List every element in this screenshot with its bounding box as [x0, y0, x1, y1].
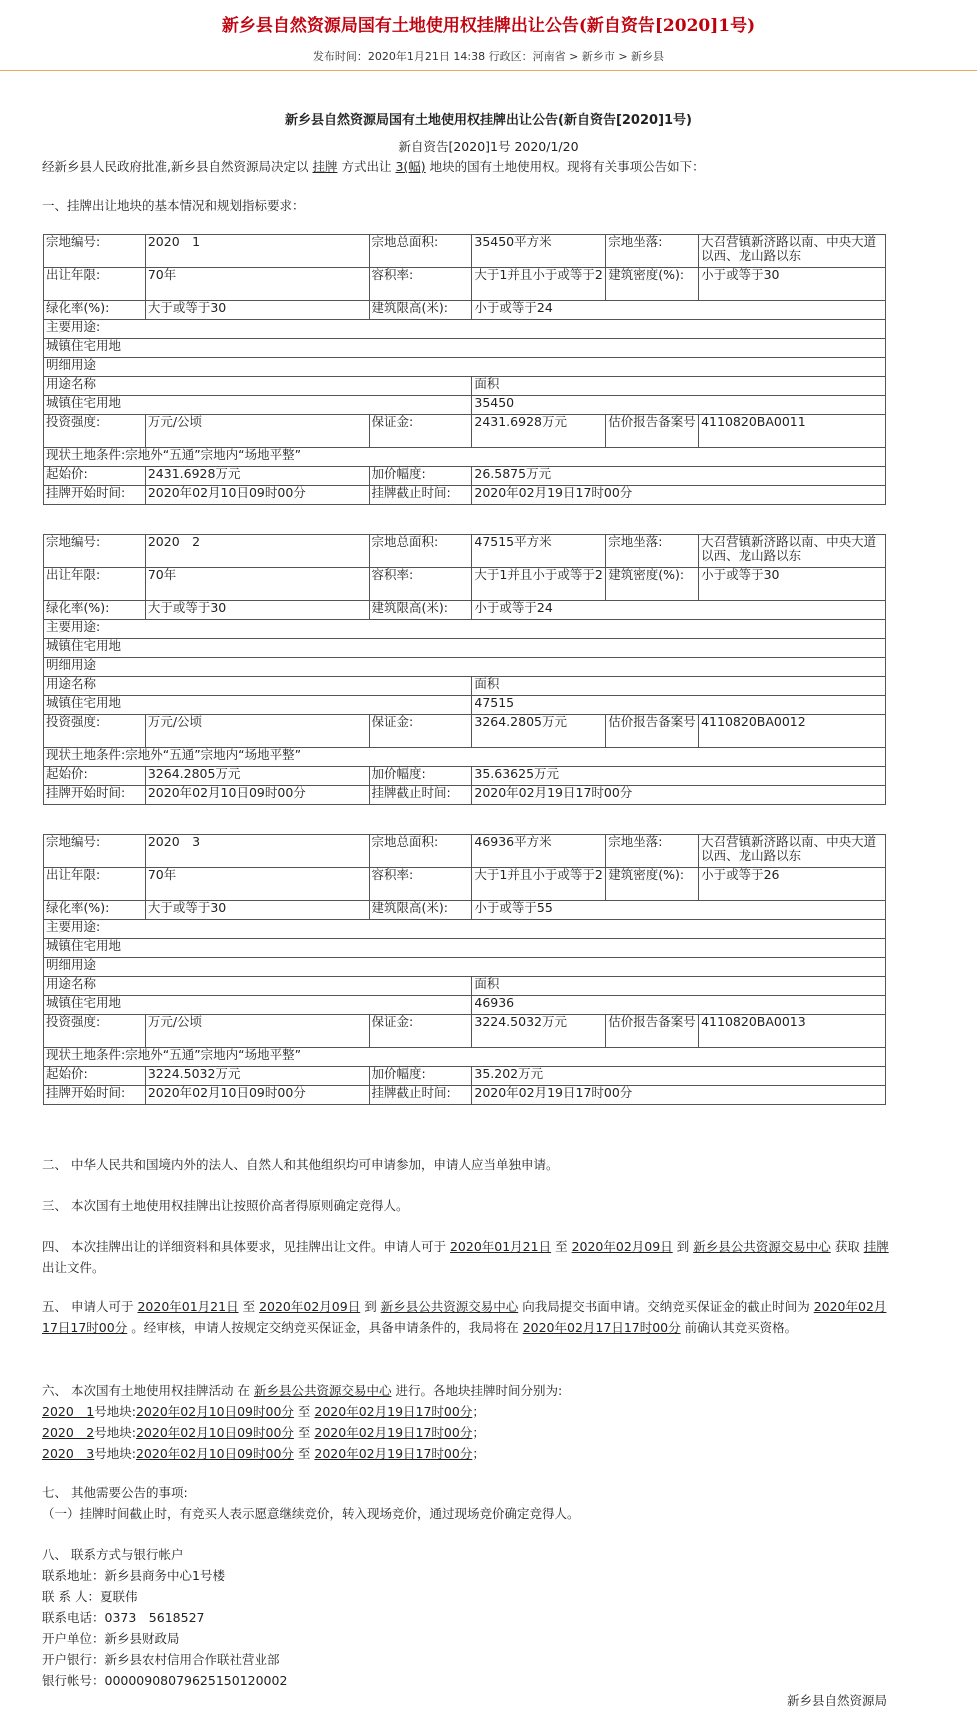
label-deposit: 保证金:	[369, 1015, 472, 1048]
label-increment: 加价幅度:	[369, 1067, 472, 1086]
parcel-report: 4110820BA0013	[699, 1015, 886, 1048]
label-area: 宗地总面积:	[369, 535, 472, 568]
label-deposit: 保证金:	[369, 715, 472, 748]
invest-unit: 万元/公顷	[145, 715, 369, 748]
label-id: 宗地编号:	[44, 535, 146, 568]
label-start-time: 挂牌开始时间:	[44, 786, 146, 805]
parcel-id: 2020 3	[145, 835, 369, 868]
label-area: 宗地总面积:	[369, 835, 472, 868]
label-end-time: 挂牌截止时间:	[369, 786, 472, 805]
parcel-green: 大于或等于30	[145, 601, 369, 620]
invest-unit: 万元/公顷	[145, 415, 369, 448]
parcel-height: 小于或等于24	[472, 601, 886, 620]
parcel-table	[43, 234, 886, 505]
parcel-years: 70年	[145, 568, 369, 601]
parcel-end-time: 2020年02月19日17时00分	[472, 786, 886, 805]
intro-text: 经新乡县人民政府批准,新乡县自然资源局决定以	[42, 159, 309, 174]
intro-text: 地块的国有土地使用权。现将有关事项公告如下：	[429, 159, 705, 174]
parcel-years: 70年	[145, 268, 369, 301]
section-5: 五、 申请人可于 2020年01月21日 至 2020年02月09日 到 新乡县公共资源交易中心 向我局提交书面申请。交纳竞买保证金的截止时间为 2020年02月17日17时00分 。经审核，申请人按规定交纳竞买保证金，具备申请条件的，我局将在 2020年02月17日17时00分 前确认其竞买资格。	[42, 1299, 887, 1335]
label-detail-use: 明细用途	[44, 358, 886, 377]
section-7-item: （一）挂牌时间截止时，有竞买人表示愿意继续竞价，转入现场竞价，通过现场竞价确定竞得人。	[42, 1506, 580, 1521]
label-green: 绿化率(%):	[44, 601, 146, 620]
use-area: 47515	[472, 696, 886, 715]
parcel-condition: 现状土地条件:宗地外“五通”宗地内“场地平整”	[44, 448, 886, 467]
parcel-deposit: 3264.2805万元	[472, 715, 606, 748]
parcel-start-price: 2431.6928万元	[145, 467, 369, 486]
use-type: 城镇住宅用地	[44, 939, 886, 958]
parcel-start-price: 3224.5032万元	[145, 1067, 369, 1086]
label-height: 建筑限高(米):	[369, 901, 472, 920]
label-years: 出让年限:	[44, 268, 146, 301]
bank-account: 银行帐号：00000908079625150120002	[42, 1673, 288, 1688]
parcel-end-time: 2020年02月19日17时00分	[472, 1086, 886, 1105]
doc-number: 新自资告[2020]1号 2020/1/20	[398, 139, 579, 154]
page-header	[0, 0, 977, 71]
schedule-item: 2020 2号地块:2020年02月10日09时00分 至 2020年02月19日17时00分；	[42, 1425, 485, 1440]
center-link[interactable]: 新乡县公共资源交易中心	[380, 1299, 519, 1314]
parcel-id: 2020 2	[145, 535, 369, 568]
use-name: 城镇住宅用地	[44, 996, 472, 1015]
label-end-time: 挂牌截止时间:	[369, 486, 472, 505]
label-report: 估价报告备案号	[606, 1015, 699, 1048]
parcel-deposit: 3224.5032万元	[472, 1015, 606, 1048]
label-far: 容积率:	[369, 268, 472, 301]
section-6: 六、 本次国有土地使用权挂牌活动 在 新乡县公共资源交易中心 进行。各地块挂牌时间分别为:	[42, 1383, 563, 1398]
label-main-use: 主要用途:	[44, 620, 886, 639]
schedule-list	[42, 1401, 892, 1464]
parcel-increment: 26.5875万元	[472, 467, 886, 486]
label-density: 建筑密度(%):	[606, 868, 699, 901]
section-1-heading: 一、挂牌出让地块的基本情况和规划指标要求：	[42, 198, 305, 213]
bank-name: 开户银行：新乡县农村信用合作联社营业部	[42, 1652, 280, 1667]
label-main-use: 主要用途:	[44, 320, 886, 339]
label-id: 宗地编号:	[44, 835, 146, 868]
section-4: 四、 本次挂牌出让的详细资料和具体要求，见挂牌出让文件。申请人可于 2020年01月21日 至 2020年02月09日 到 新乡县公共资源交易中心 获取 挂牌 出让文件。	[42, 1239, 889, 1275]
label-location: 宗地坐落:	[606, 535, 699, 568]
intro-method: 挂牌	[312, 159, 338, 174]
section-2: 二、 中华人民共和国境内外的法人、自然人和其他组织均可申请参加，申请人应当单独申请。	[42, 1157, 559, 1172]
parcel-far: 大于1并且小于或等于2	[472, 568, 606, 601]
parcel-density: 小于或等于30	[699, 268, 886, 301]
label-far: 容积率:	[369, 568, 472, 601]
parcel-years: 70年	[145, 868, 369, 901]
label-start-price: 起始价:	[44, 767, 146, 786]
section-3: 三、 本次国有土地使用权挂牌出让按照价高者得原则确定竞得人。	[42, 1198, 409, 1213]
label-invest: 投资强度:	[44, 415, 146, 448]
label-density: 建筑密度(%):	[606, 568, 699, 601]
label-start-price: 起始价:	[44, 1067, 146, 1086]
parcel-start-time: 2020年02月10日09时00分	[145, 486, 369, 505]
label-years: 出让年限:	[44, 568, 146, 601]
parcel-height: 小于或等于24	[472, 301, 886, 320]
parcel-increment: 35.202万元	[472, 1067, 886, 1086]
use-area: 46936	[472, 996, 886, 1015]
label-deposit: 保证金:	[369, 415, 472, 448]
parcel-green: 大于或等于30	[145, 901, 369, 920]
label-area: 宗地总面积:	[369, 235, 472, 268]
label-report: 估价报告备案号	[606, 415, 699, 448]
label-report: 估价报告备案号	[606, 715, 699, 748]
label-start-time: 挂牌开始时间:	[44, 1086, 146, 1105]
label-far: 容积率:	[369, 868, 472, 901]
parcel-start-price: 3264.2805万元	[145, 767, 369, 786]
label-detail-use: 明细用途	[44, 658, 886, 677]
parcel-area: 35450平方米	[472, 235, 606, 268]
label-area-col: 面积	[472, 677, 886, 696]
use-type: 城镇住宅用地	[44, 339, 886, 358]
use-type: 城镇住宅用地	[44, 639, 886, 658]
label-height: 建筑限高(米):	[369, 301, 472, 320]
use-name: 城镇住宅用地	[44, 396, 472, 415]
label-increment: 加价幅度:	[369, 767, 472, 786]
contact-person: 联 系 人：夏联伟	[42, 1589, 138, 1604]
parcel-location: 大召营镇新济路以南、中央大道以西、龙山路以东	[699, 835, 886, 868]
publish-meta: 发布时间：2020年1月21日 14:38 行政区：河南省 > 新乡市 > 新乡县	[312, 50, 665, 63]
page-title: 新乡县自然资源局国有土地使用权挂牌出让公告(新自资告[2020]1号)	[221, 16, 756, 36]
invest-unit: 万元/公顷	[145, 1015, 369, 1048]
label-use-name: 用途名称	[44, 677, 472, 696]
parcel-condition: 现状土地条件:宗地外“五通”宗地内“场地平整”	[44, 748, 886, 767]
label-invest: 投资强度:	[44, 1015, 146, 1048]
parcel-density: 小于或等于26	[699, 868, 886, 901]
parcel-deposit: 2431.6928万元	[472, 415, 606, 448]
label-green: 绿化率(%):	[44, 301, 146, 320]
bank-unit: 开户单位：新乡县财政局	[42, 1631, 180, 1646]
label-use-name: 用途名称	[44, 377, 472, 396]
parcel-height: 小于或等于55	[472, 901, 886, 920]
label-density: 建筑密度(%):	[606, 268, 699, 301]
parcel-area: 46936平方米	[472, 835, 606, 868]
label-id: 宗地编号:	[44, 235, 146, 268]
parcel-increment: 35.63625万元	[472, 767, 886, 786]
label-area-col: 面积	[472, 377, 886, 396]
label-end-time: 挂牌截止时间:	[369, 1086, 472, 1105]
label-main-use: 主要用途:	[44, 920, 886, 939]
parcel-table	[43, 534, 886, 805]
parcel-green: 大于或等于30	[145, 301, 369, 320]
intro-text: 方式出让	[341, 159, 392, 174]
parcel-report: 4110820BA0012	[699, 715, 886, 748]
center-link[interactable]: 新乡县公共资源交易中心	[693, 1239, 831, 1254]
signature: 新乡县自然资源局	[786, 1693, 887, 1708]
section-8: 八、 联系方式与银行帐户	[42, 1547, 184, 1562]
label-green: 绿化率(%):	[44, 901, 146, 920]
intro-count: 3(幅)	[395, 159, 426, 174]
parcel-end-time: 2020年02月19日17时00分	[472, 486, 886, 505]
parcel-start-time: 2020年02月10日09时00分	[145, 1086, 369, 1105]
parcel-far: 大于1并且小于或等于2	[472, 868, 606, 901]
label-increment: 加价幅度:	[369, 467, 472, 486]
parcel-area: 47515平方米	[472, 535, 606, 568]
section-7: 七、 其他需要公告的事项:	[42, 1485, 188, 1500]
parcel-condition: 现状土地条件:宗地外“五通”宗地内“场地平整”	[44, 1048, 886, 1067]
label-height: 建筑限高(米):	[369, 601, 472, 620]
contact-address: 联系地址：新乡县商务中心1号楼	[42, 1568, 225, 1583]
contact-phone: 联系电话：0373 5618527	[42, 1610, 205, 1625]
schedule-item: 2020 3号地块:2020年02月10日09时00分 至 2020年02月19日17时00分；	[42, 1446, 485, 1461]
label-start-time: 挂牌开始时间:	[44, 486, 146, 505]
label-location: 宗地坐落:	[606, 235, 699, 268]
intro	[42, 156, 892, 177]
label-area-col: 面积	[472, 977, 886, 996]
label-years: 出让年限:	[44, 868, 146, 901]
label-invest: 投资强度:	[44, 715, 146, 748]
parcel-location: 大召营镇新济路以南、中央大道以西、龙山路以东	[699, 235, 886, 268]
parcel-far: 大于1并且小于或等于2	[472, 268, 606, 301]
parcel-report: 4110820BA0011	[699, 415, 886, 448]
parcel-density: 小于或等于30	[699, 568, 886, 601]
center-link[interactable]: 新乡县公共资源交易中心	[253, 1383, 392, 1398]
schedule-item: 2020 1号地块:2020年02月10日09时00分 至 2020年02月19日17时00分；	[42, 1404, 485, 1419]
parcel-start-time: 2020年02月10日09时00分	[145, 786, 369, 805]
label-detail-use: 明细用途	[44, 958, 886, 977]
label-use-name: 用途名称	[44, 977, 472, 996]
parcel-table	[43, 834, 886, 1105]
parcel-id: 2020 1	[145, 235, 369, 268]
label-location: 宗地坐落:	[606, 835, 699, 868]
use-area: 35450	[472, 396, 886, 415]
use-name: 城镇住宅用地	[44, 696, 472, 715]
label-start-price: 起始价:	[44, 467, 146, 486]
doc-title: 新乡县自然资源局国有土地使用权挂牌出让公告(新自资告[2020]1号)	[285, 113, 692, 128]
parcel-location: 大召营镇新济路以南、中央大道以西、龙山路以东	[699, 535, 886, 568]
